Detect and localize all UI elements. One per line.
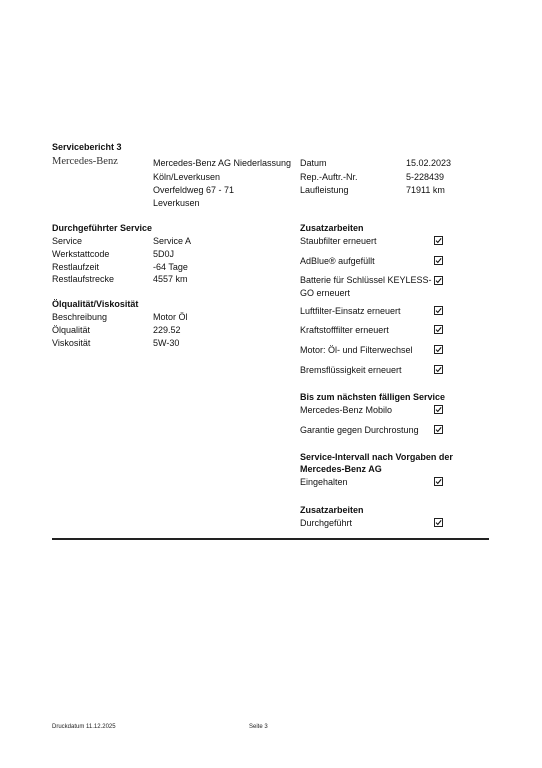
print-date: Druckdatum 11.12.2025 [52,724,116,730]
checkmark-icon [435,519,442,526]
dealer-name: Mercedes-Benz AG Niederlassung [153,158,292,168]
service-heading: Durchgeführter Service [52,223,153,233]
checkbox-checked[interactable] [434,236,443,245]
oil-viscosity-value: 5W-30 [153,338,180,348]
checkbox-checked[interactable] [434,365,443,374]
oil-quality-value: 229.52 [153,325,181,335]
checkmark-icon [435,406,442,413]
oil-heading: Ölqualität/Viskosität [52,299,139,309]
meta-value-date: 15.02.2023 [406,158,452,168]
checkmark-icon [435,478,442,485]
interval-heading-cont: Mercedes-Benz AG [300,464,382,474]
checkmark-icon [435,426,442,433]
dealer-town: Leverkusen [153,198,200,208]
extra-work-item-label: Bremsflüssigkeit erneuert [300,365,402,375]
remaining-time-label: Restlaufzeit [52,262,100,272]
remaining-time-value: -64 Tage [153,262,188,272]
checkbox-checked[interactable] [434,477,443,486]
checkbox-checked[interactable] [434,518,443,527]
oil-quality-label: Ölqualität [52,325,91,335]
extra-work-item-label: Kraftstofffilter erneuert [300,325,389,335]
extra-work-item-label: AdBlue® aufgefüllt [300,256,375,266]
remaining-distance-value: 4557 km [153,274,188,284]
workshop-code-value: 5D0J [153,249,175,259]
page-number: Seite 3 [249,724,268,730]
next-service-item-label: Garantie gegen Durchrostung [300,425,419,435]
service-label: Service [52,236,83,246]
checkbox-checked[interactable] [434,345,443,354]
meta-value-mileage: 71911 km [406,185,445,195]
extra-work-item-label-cont: GO erneuert [300,288,351,298]
dealer-street: Overfeldweg 67 - 71 [153,185,235,195]
checkbox-checked[interactable] [434,325,443,334]
oil-viscosity-label: Viskosität [52,338,91,348]
next-service-heading: Bis zum nächsten fälligen Service [300,392,446,402]
report-title: Servicebericht 3 [52,142,122,152]
extra-work-heading: Zusatzarbeiten [300,223,364,233]
meta-label-date: Datum [300,158,327,168]
service-value: Service A [153,236,192,246]
extra-work2-item-label: Durchgeführt [300,518,353,528]
extra-work-item-label: Batterie für Schlüssel KEYLESS- [300,275,432,285]
checkmark-icon [435,277,442,284]
mercedes-benz-logo: Mercedes-Benz [52,156,118,167]
extra-work-item-label: Motor: Öl- und Filterwechsel [300,345,413,355]
meta-label-mileage: Laufleistung [300,185,349,195]
checkmark-icon [435,326,442,333]
remaining-distance-label: Restlaufstrecke [52,274,115,284]
checkmark-icon [435,307,442,314]
meta-label-order: Rep.-Auftr.-Nr. [300,172,358,182]
next-service-item-label: Mercedes-Benz Mobilo [300,405,393,415]
oil-description-label: Beschreibung [52,312,108,322]
meta-value-order: 5-228439 [406,172,445,182]
checkbox-checked[interactable] [434,405,443,414]
checkmark-icon [435,237,442,244]
section-divider [52,538,489,540]
extra-work-item-label: Staubfilter erneuert [300,236,377,246]
extra-work2-heading: Zusatzarbeiten [300,505,364,515]
dealer-city: Köln/Leverkusen [153,172,221,182]
extra-work-item-label: Luftfilter-Einsatz erneuert [300,306,401,316]
checkbox-checked[interactable] [434,276,443,285]
oil-description-value: Motor Öl [153,312,188,322]
interval-heading: Service-Intervall nach Vorgaben der [300,452,453,462]
checkmark-icon [435,346,442,353]
checkbox-checked[interactable] [434,425,443,434]
interval-item-label: Eingehalten [300,477,348,487]
checkbox-checked[interactable] [434,306,443,315]
checkmark-icon [435,366,442,373]
workshop-code-label: Werkstattcode [52,249,110,259]
checkmark-icon [435,257,442,264]
checkbox-checked[interactable] [434,256,443,265]
